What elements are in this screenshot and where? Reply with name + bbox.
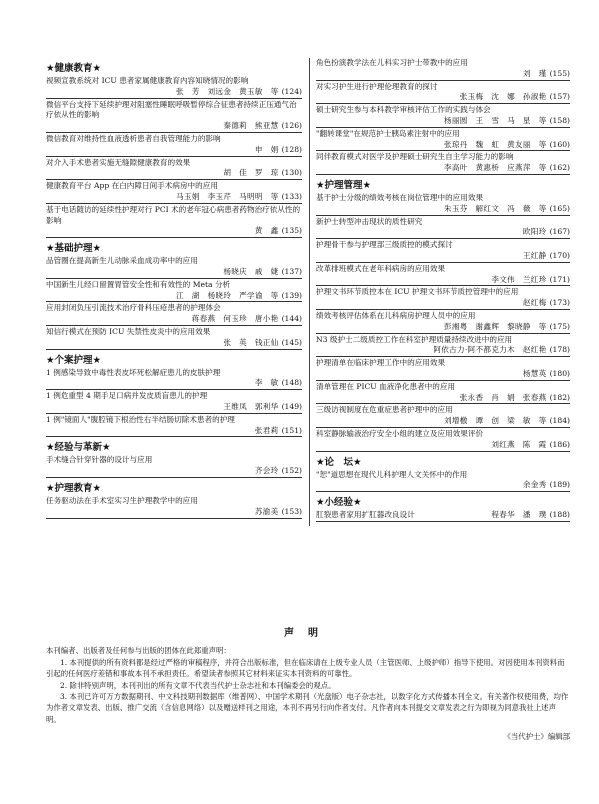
article-authors: 张君莉 bbox=[254, 425, 279, 435]
toc-entry[interactable] bbox=[46, 134, 302, 157]
toc-entry[interactable] bbox=[46, 76, 302, 99]
section-heading: ★论 坛★ bbox=[316, 456, 362, 468]
page-number: (186) bbox=[549, 439, 570, 449]
article-title: 护理文书环节质控本在 ICU 护理文书环节质控管理中的应用 bbox=[316, 287, 519, 297]
toc-entry[interactable] bbox=[316, 510, 570, 522]
toc-section bbox=[316, 496, 570, 522]
article-title: 微信教育对维持性血液透析患者自我管理能力的影响 bbox=[46, 133, 221, 143]
declaration bbox=[46, 628, 570, 743]
page-number: (170) bbox=[549, 250, 570, 260]
article-title: 角色扮演教学法在儿科实习护士带教中的应用 bbox=[316, 58, 468, 67]
toc-entry[interactable] bbox=[46, 100, 302, 133]
page-number: (178) bbox=[549, 345, 570, 355]
article-title: 清单管理在 PICU 血液净化患者中的应用 bbox=[316, 381, 456, 391]
left-column bbox=[46, 58, 308, 526]
article-title: 1 例危重型 4 期手足口病并发皮质盲患儿的护理 bbox=[46, 391, 208, 401]
article-title: 中国新生儿经口留置胃管安全性和有效性的 Meta 分析 bbox=[46, 279, 231, 289]
article-authors: 杨丽圆 王 雪 马 星 等 bbox=[443, 115, 547, 125]
page-number: (139) bbox=[281, 290, 302, 300]
page-number: (167) bbox=[549, 227, 570, 237]
article-title: 手术缝合针穿针器的设计与应用 bbox=[46, 455, 153, 465]
article-authors: 李文伟 兰红珍 bbox=[491, 274, 547, 284]
section-heading: ★护理教育★ bbox=[46, 482, 102, 494]
toc-entry[interactable] bbox=[316, 335, 570, 358]
toc-entry[interactable] bbox=[316, 405, 570, 428]
page-number: (189) bbox=[549, 480, 570, 490]
article-title: 三级访视制度在危重症患者护理中的应用 bbox=[316, 405, 453, 415]
toc-section bbox=[46, 441, 302, 478]
article-title: 基于护士分级的绩效考核在岗位管理中的应用效果 bbox=[316, 192, 484, 202]
article-authors: 张玉梅 沈 娜 孙淑艳 bbox=[459, 92, 547, 102]
toc-section bbox=[46, 242, 302, 349]
toc-entry[interactable] bbox=[316, 105, 570, 128]
right-column bbox=[308, 58, 570, 526]
article-title: 对实习护生进行护理伦理教育的探讨 bbox=[316, 81, 438, 91]
page-number: (171) bbox=[549, 274, 570, 284]
article-authors: 杨慧英 bbox=[522, 368, 547, 378]
article-title: 护理骨干参与护理部三级质控的模式探讨 bbox=[316, 240, 453, 250]
declaration-title: 声明 bbox=[284, 628, 332, 639]
page-number: (180) bbox=[549, 368, 570, 378]
article-authors: 张 芳 刘远金 黄玉敏 等 bbox=[175, 86, 279, 96]
page-number: (182) bbox=[549, 392, 570, 402]
article-title: 1 例感染导致中毒性表皮坏死松解症患儿的皮肤护理 bbox=[46, 367, 221, 377]
toc-section bbox=[46, 354, 302, 438]
article-title: 绩效考核评估体系在儿科病房护理人员中的应用 bbox=[316, 310, 476, 320]
article-authors: 张永香 肖 娟 张春燕 bbox=[459, 392, 547, 402]
column-divider bbox=[309, 58, 310, 526]
page-number: (135) bbox=[281, 226, 302, 236]
article-title: 任务驱动法在手术室实习生护理教学中的应用 bbox=[46, 495, 198, 505]
article-title: "翻转课堂"在规范护士胰岛素注射中的应用 bbox=[316, 128, 460, 138]
toc-entry[interactable] bbox=[316, 311, 570, 334]
toc-entry[interactable] bbox=[316, 382, 570, 405]
toc-section bbox=[316, 456, 570, 493]
page-number: (188) bbox=[549, 510, 570, 520]
page-number: (130) bbox=[281, 168, 302, 178]
section-heading: ★健康教育★ bbox=[46, 63, 102, 74]
page-number: (144) bbox=[281, 314, 302, 324]
article-authors: 蒋春燕 何玉珍 唐小艳 bbox=[191, 314, 279, 324]
article-title: N3 级护士二级质控工作在科室护理质量持续改进中的应用 bbox=[316, 334, 513, 344]
article-authors: 王红静 bbox=[522, 250, 547, 260]
toc-entry[interactable] bbox=[316, 193, 570, 216]
declaration-intro: 本刊编者、出版者及任何参与出版的团体在此郑重声明： bbox=[46, 646, 231, 656]
toc-entry[interactable] bbox=[316, 287, 570, 310]
article-title: 知信行模式在预防 ICU 失禁性皮炎中的应用效果 bbox=[46, 326, 211, 336]
article-authors: 黄 鑫 bbox=[254, 226, 279, 236]
toc-section bbox=[46, 482, 302, 519]
page-number: (155) bbox=[549, 68, 570, 78]
article-authors: 张琼丹 魏 虹 黄友丽 等 bbox=[443, 139, 547, 149]
toc-entry[interactable] bbox=[46, 455, 302, 478]
toc-entry[interactable] bbox=[46, 415, 302, 438]
page-number: (133) bbox=[281, 191, 302, 201]
toc-entry[interactable] bbox=[316, 358, 570, 381]
article-authors: 程春华 潘 璞 bbox=[491, 510, 547, 520]
declaration-item: 3. 本刊已许可万方数据期刊、中文科技期刊数据库（维普网）、中国学术期刊（光盘版）电子杂志社，以数字化方式传播本刊全文。有关著作权使用费，均作为作者文章发表、出版、推广交流（含信息网络）以及赠送样刊之用途，本刊不再另行向作者支付。凡作者向本刊提交文章发表之行为即视为同意我社上述声明。 bbox=[46, 692, 569, 724]
article-authors: 申 娟 bbox=[254, 144, 279, 154]
article-title: 改革排班模式在老年科病房的应用效果 bbox=[316, 263, 446, 273]
article-title: 品管圈在提高新生儿动脉采血成功率中的应用 bbox=[46, 256, 198, 266]
page-number: (126) bbox=[281, 121, 302, 131]
article-authors: 胡 佳 罗 琼 bbox=[223, 168, 279, 178]
toc-entry[interactable] bbox=[316, 429, 570, 452]
page-number: (137) bbox=[281, 266, 302, 276]
toc-entry[interactable] bbox=[316, 217, 570, 240]
article-title: 对介入手术患者实施无缝隙健康教育的效果 bbox=[46, 157, 191, 167]
toc-entry[interactable] bbox=[46, 327, 302, 350]
declaration-signature: 《当代护士》编辑部 bbox=[503, 732, 570, 742]
page-number: (145) bbox=[281, 337, 302, 347]
article-title: 同伴教育模式对医学及护理硕士研究生自主学习能力的影响 bbox=[316, 152, 514, 162]
article-title: 视频宣教系统对 ICU 患者家属健康教育内容知晓情况的影响 bbox=[46, 76, 249, 85]
article-title: 微信平台支持下延续护理对阻塞性睡眠呼吸暂停综合征患者持续正压通气治疗依从性的影响 bbox=[46, 99, 297, 120]
page-number: (148) bbox=[281, 378, 302, 388]
article-title: 健康教育平台 App 在白内障日间手术病房中的应用 bbox=[46, 181, 218, 191]
page-number: (124) bbox=[281, 86, 302, 96]
article-title: 新护士转型冲击现状的质性研究 bbox=[316, 216, 423, 226]
article-title: 应用封闭负压引流技术治疗骨科压疮患者的护理体会 bbox=[46, 303, 221, 313]
page-number: (152) bbox=[281, 466, 302, 476]
section-heading: ★个案护理★ bbox=[46, 354, 102, 366]
article-authors: 余金秀 bbox=[522, 480, 547, 490]
article-authors: 刘红燕 陈 霞 bbox=[491, 439, 547, 449]
toc-entry[interactable] bbox=[316, 129, 570, 152]
article-authors: 阿依古力·阿不都克力木 赵红艳 bbox=[433, 345, 547, 355]
article-title: 科室静脉输液治疗安全小组的建立及应用效果评价 bbox=[316, 428, 484, 438]
section-heading: ★经验与革新★ bbox=[46, 442, 111, 454]
section-heading: ★基础护理★ bbox=[46, 243, 102, 255]
table-of-contents bbox=[46, 58, 570, 526]
page-number: (153) bbox=[281, 506, 302, 516]
section-heading: ★护理管理★ bbox=[316, 179, 372, 191]
page-number: (175) bbox=[549, 321, 570, 331]
page-number: (184) bbox=[549, 416, 570, 426]
toc-entry[interactable] bbox=[316, 470, 570, 493]
toc-section bbox=[316, 179, 570, 452]
article-authors: 马玉娟 李玉芹 马明明 等 bbox=[175, 191, 279, 201]
article-title: 1 例"镜面人"腹腔镜下根治性右半结肠切除术患者的护理 bbox=[46, 414, 235, 424]
page-number: (165) bbox=[549, 203, 570, 213]
page-number: (128) bbox=[281, 144, 302, 154]
page-number: (162) bbox=[549, 163, 570, 173]
declaration-item: 2. 除非特别声明，本刊刊出的所有文章不代表当代护士杂志社和本刊编委会的观点。 bbox=[60, 680, 336, 690]
page-number: (158) bbox=[549, 115, 570, 125]
article-title: "恕"道思想在现代儿科护理人文关怀中的作用 bbox=[316, 469, 468, 479]
toc-entry[interactable] bbox=[316, 58, 570, 81]
article-authors: 刘增檄 谭 创 梁 敏 等 bbox=[443, 416, 547, 426]
toc-entry[interactable] bbox=[46, 280, 302, 303]
article-authors: 李 敏 bbox=[254, 378, 279, 388]
toc-entry[interactable] bbox=[46, 368, 302, 391]
page-number: (157) bbox=[549, 92, 570, 102]
toc-entry[interactable] bbox=[46, 205, 302, 238]
toc-entry[interactable] bbox=[46, 303, 302, 326]
page-number: (173) bbox=[549, 298, 570, 308]
toc-entry[interactable] bbox=[316, 152, 570, 175]
article-authors: 朱玉芬 解红文 冯 薇 等 bbox=[443, 203, 547, 213]
article-authors: 秦德莉 熊亚慧 bbox=[223, 121, 279, 131]
toc-entry[interactable] bbox=[46, 391, 302, 414]
toc-section bbox=[46, 62, 302, 238]
article-authors: 彭湘粤 谢鑫辉 黎晓静 等 bbox=[443, 321, 547, 331]
article-authors: 赵红梅 bbox=[522, 298, 547, 308]
toc-entry[interactable] bbox=[316, 240, 570, 263]
page-number: (151) bbox=[281, 425, 302, 435]
article-authors: 李高叶 黄惠桥 应燕萍 等 bbox=[443, 163, 547, 173]
toc-entry[interactable] bbox=[316, 264, 570, 287]
article-authors: 王维凤 郭利华 bbox=[223, 401, 279, 411]
toc-entry[interactable] bbox=[46, 496, 302, 519]
article-authors: 欧阳玲 bbox=[522, 227, 547, 237]
declaration-item: 1. 本刊提供的所有资料都是经过严格的审稿程序，并符合出版标准，但在临床请在上级专业人员（主管医师、上级护师）指导下使用。对因使用本刊资料而引起的任何医疗差错和事故本刊不承担责任。希望读者参照其它材料来证实本刊资料的可靠性。 bbox=[46, 657, 565, 679]
page-number: (149) bbox=[281, 401, 302, 411]
toc-entry[interactable] bbox=[46, 181, 302, 204]
article-authors: 张 英 钱正仙 bbox=[223, 337, 279, 347]
toc-entry[interactable] bbox=[46, 256, 302, 279]
article-title: 护理清单在临床护理工作中的应用效果 bbox=[316, 358, 446, 368]
article-title: 肛裂患者家用扩肛器改良设计 bbox=[316, 510, 415, 520]
article-authors: 江 湖 杨晓玲 严学谕 等 bbox=[175, 290, 279, 300]
page-number: (160) bbox=[549, 139, 570, 149]
article-authors: 齐会玲 bbox=[254, 466, 279, 476]
article-title: 硕士研究生参与本科教学审核评估工作的实践与体会 bbox=[316, 105, 491, 115]
toc-entry[interactable] bbox=[316, 82, 570, 105]
section-heading: ★小经验★ bbox=[316, 497, 362, 509]
article-authors: 苏渝美 bbox=[254, 506, 279, 516]
article-authors: 杨晓庆 戚 婕 bbox=[223, 266, 279, 276]
toc-section bbox=[316, 58, 570, 175]
article-authors: 刘 瑾 bbox=[522, 68, 547, 78]
article-title: 基于电话随访的延续性护理对行 PCI 术的老年冠心病患者药物治疗依从性的影响 bbox=[46, 204, 301, 225]
toc-entry[interactable] bbox=[46, 158, 302, 181]
